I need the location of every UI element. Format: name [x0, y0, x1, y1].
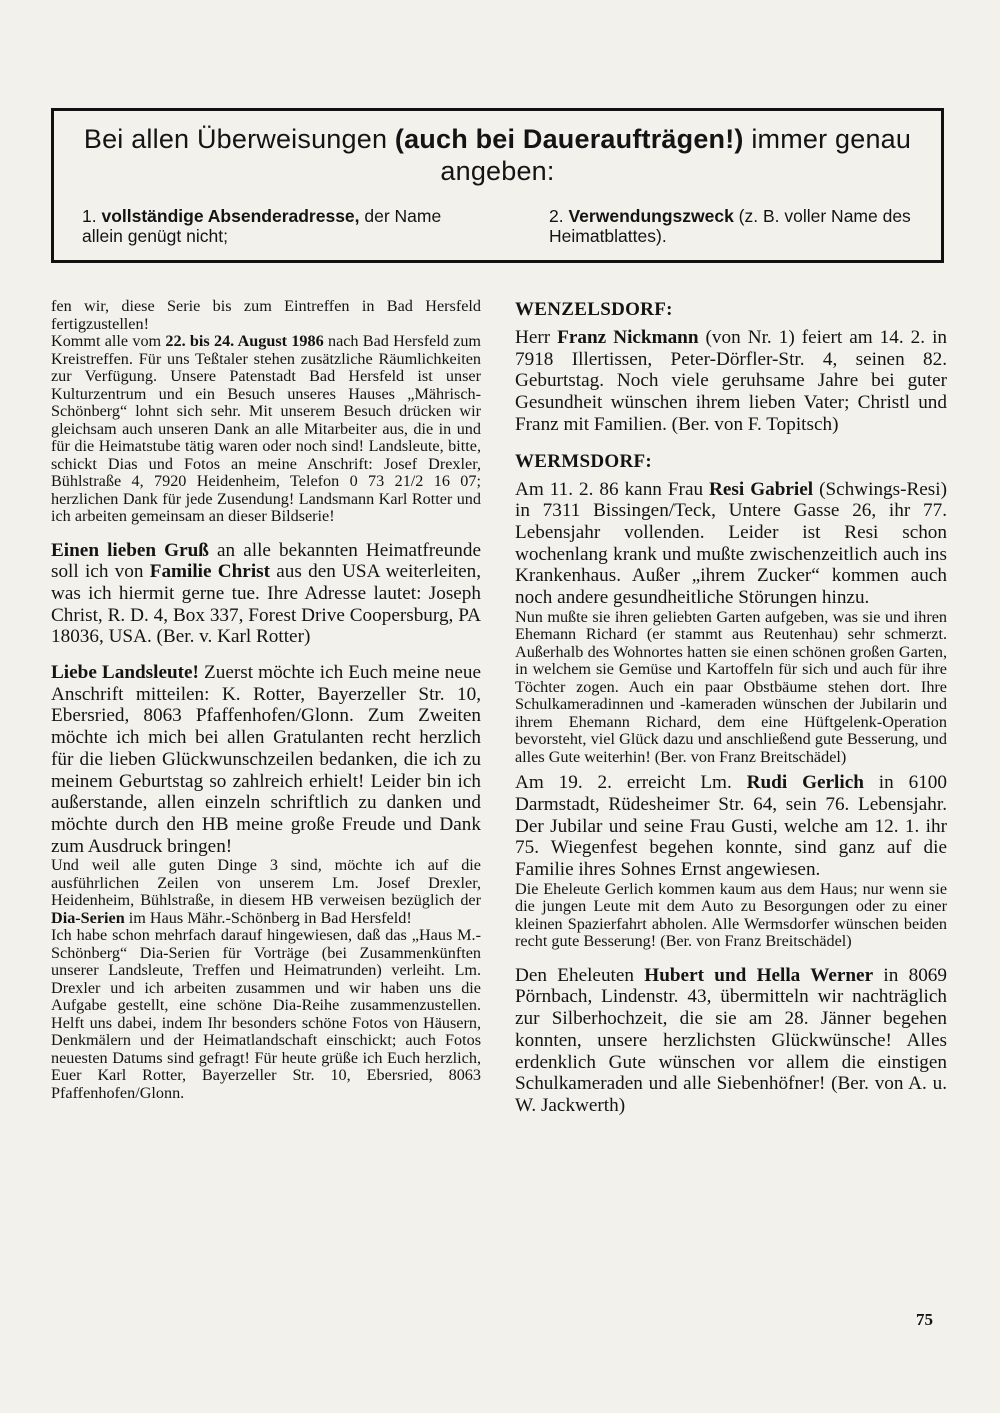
right-column: [515, 298, 947, 1117]
left-column: [51, 298, 481, 1102]
paragraph-gabriel: Am 11. 2. 86 kann Frau Resi Gabriel (Schwings-Resi) in 7311 Bissingen/Teck, Untere Gasse 26, ihr 77. Lebensjahr vollenden. Leider ist Resi schon wochenlang krank und mußte zwischenzeitlich auch ins Krankenhaus. Außer „ihrem Zucker“ kommen auch noch andere gesundheitliche Störungen hinzu.: [515, 478, 947, 609]
paragraph-garden: Nun mußte sie ihren geliebten Garten aufgeben, was sie und ihren Ehemann Richard (er stammt aus Reutenhau) sehr schmerzt. Außerhalb des Wohnortes hatten sie einen schönen großen Garten, in welchem sie Gemüse und Kartoffeln für sich und auch für ihre Töchter zogen. Auch ein paar Obstbäume stehen dort. Ihre Schulkameradinnen und -kameraden wünschen der Jubilarin und ihrem Ehemann Richard, dem eine Hüftgelenk-Operation bevorsteht, viel Glück dazu und anschließend gute Besserung, und alles Gute weiterhin! (Ber. von Franz Breitschädel): [515, 607, 947, 766]
section-heading-wermsdorf: WERMSDORF:: [515, 450, 653, 472]
paragraph-haus-schoenberg: Ich habe schon mehrfach darauf hingewiesen, daß das „Haus M.-Schönberg“ Dia-Serien für Vorträge (bei Zusammenkünften unserer Landsleute, Treffen und Heimatrunden) verleiht. Lm. Drexler und ich arbeiten zusammen und wir haben uns die Aufgabe gestellt, eine schöne Dia-Reihe zusammenzustellen. Helft uns dabei, indem Ihr besonders schöne Fotos von Häusern, Denkmälern und der Heimatlandschaft einschickt; auch Fotos neuesten Datums sind gefragt! Für heute grüße ich Euch herzlich, Euer Karl Rotter, Bayerzeller Str. 10, Ebersried, 8063 Pfaffenhofen/Glonn.: [51, 926, 481, 1102]
paragraph-series-intro: fen wir, diese Serie bis zum Eintreffen in Bad Hersfeld fertigzustellen!: [51, 297, 481, 333]
notice-title: Bei allen Überweisungen (auch bei Daueraufträgen!) immer genau angeben:: [83, 124, 912, 186]
paragraph-liebe-landsleute: Liebe Landsleute! Zuerst möchte ich Euch meine neue Anschrift mitteilen: K. Rotter, Bayerzeller Str. 10, Ebersried, 8063 Pfaffenhofen/Glonn. Zum Zweiten möchte ich mich bei allen Gratulanten recht herzlich für die lieben Glückwunschzeilen bedanken, die ich zu meinem Geburtstag so zahlreich erhielt! Leider bin ich außerstande, allen einzeln schriftlich zu danken und möchte durch den HB meine große Freude und Dank zum Ausdruck bringen!: [51, 662, 481, 857]
paragraph-gerlich-health: Die Eheleute Gerlich kommen kaum aus dem Haus; nur wenn sie die jungen Leute mit dem Auto zu Besorgungen oder zu einer kleinen Spazierfahrt abholen. Alle Wermsdorfer wünschen beiden recht gute Besserung! (Ber. von Franz Breitschädel): [515, 879, 947, 951]
transfer-notice-box: [51, 108, 944, 263]
paragraph-kreistreffen: Kommt alle vom 22. bis 24. August 1986 nach Bad Hersfeld zum Kreistreffen. Für uns Teßtaler stehen zusätzliche Räumlichkeiten zur Verfügung. Unsere Patenstadt Bad Hersfeld ist unser Kulturzentrum und ein Besuch unseres Hauses „Mährisch-Schönberg“ lohnt sich sehr. Mit unserem Besuch drücken wir gleichsam auch unseren Dank an alle Mitarbeiter aus, die in und für die Heimatstube tätig waren oder noch sind! Landsleute, bitte, schickt Dias und Fotos an meine Anschrift: Josef Drexler, Bühlstraße 4, 7920 Heidenheim, Telefon 0 73 21/2 16 07; herzlichen Dank für jede Zusendung! Landsmann Karl Rotter und ich arbeiten gemeinsam an dieser Bildserie!: [51, 332, 481, 525]
notice-item-sender-address: 1. vollständige Absenderadresse, der Name allein genügt nicht;: [82, 206, 442, 246]
section-heading-wenzelsdorf: WENZELSDORF:: [515, 299, 673, 320]
paragraph-gerlich: Am 19. 2. erreicht Lm. Rudi Gerlich in 6100 Darmstadt, Rüdesheimer Str. 64, sein 76. Lebensjahr. Der Jubilar und seine Frau Gusti, welche am 12. 1. ihr 75. Wiegenfest begehen konnte, sind ganz auf die Familie ihres Sohnes Ernst angewiesen.: [515, 772, 947, 881]
paragraph-greeting-christ: Einen lieben Gruß an alle bekannten Heimatfreunde soll ich von Familie Christ aus den USA weiterleiten, was ich hiermit gerne tue. Ihre Adresse lautet: Joseph Christ, R. D. 4, Box 337, Forest Drive Coopersburg, PA 18036, USA. (Ber. v. Karl Rotter): [51, 539, 481, 648]
page-number: 75: [916, 1310, 933, 1329]
notice-item-purpose: 2. Verwendungszweck (z. B. voller Name des Heimatblattes).: [549, 206, 911, 246]
paragraph-werner: Den Eheleuten Hubert und Hella Werner in 8069 Pörnbach, Lindenstr. 43, übermitteln wir nachträglich zur Silberhochzeit, die sie am 28. Jänner begehen konnten, unsere herzlichsten Glückwünsche! Alles erdenklich Gute wünschen vor allem die einstigen Schulkameraden und alle Siebenhöfner! (Ber. von A. u. W. Jackwerth): [515, 964, 947, 1116]
paragraph-dia-serien: Und weil alle guten Dinge 3 sind, möchte ich auf die ausführlichen Zeilen von unserem Lm. Josef Drexler, Heidenheim, Bühlstraße, in diesem HB verweisen bezüglich der Dia-Serien im Haus Mähr.-Schönberg in Bad Hersfeld!: [51, 856, 481, 927]
paragraph-nickmann: Herr Franz Nickmann (von Nr. 1) feiert am 14. 2. in 7918 Illertissen, Peter-Dörfler-Str. 4, seinen 82. Geburtstag. Noch viele geruhsame Jahre bei guter Gesundheit wünschen ihrem lieben Vater; Christl und Franz mit Familien. (Ber. von F. Topitsch): [515, 327, 948, 435]
